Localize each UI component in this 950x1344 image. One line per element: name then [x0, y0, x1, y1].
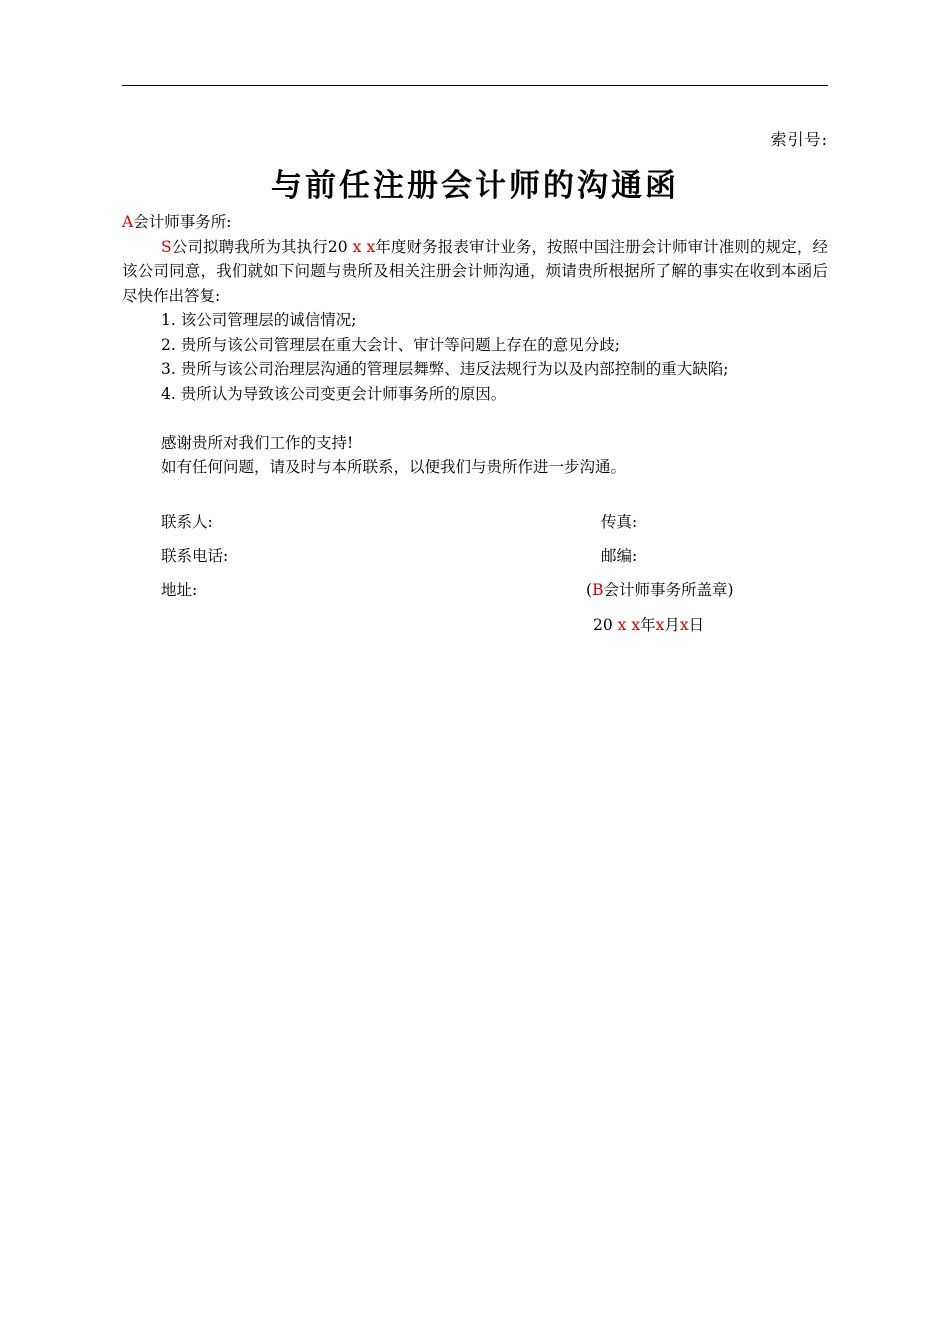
address-label: 地址:: [161, 581, 198, 599]
postcode-label: 邮编:: [601, 547, 638, 565]
date-month-x: x: [655, 616, 665, 634]
list-item: 4. 贵所认为导致该公司变更会计师事务所的原因。: [161, 384, 507, 403]
date-day-char: 日: [688, 616, 705, 634]
date-day-x: x: [679, 616, 689, 634]
letter-date: [593, 613, 704, 635]
index-number-label: 索引号:: [770, 130, 828, 149]
intro-company-letter: S: [161, 237, 172, 256]
seal-note: [586, 578, 734, 600]
seal-open-paren: (: [586, 581, 593, 599]
intro-part2: 年度财务报表审计业务，按照中国注册会计师审计准则的规定，经该公司同意，我们就如下问题与贵所及相关注册会计师沟通，烦请贵所根据所了解的事实在收到本函后尽快作出答复:: [122, 237, 828, 305]
header-rule: [122, 85, 828, 86]
intro-part1: 公司拟聘我所为其执行20: [171, 237, 348, 256]
seal-firm-letter: B: [592, 581, 604, 599]
contact-person-label: 联系人:: [161, 513, 213, 531]
fax-label: 传真:: [601, 513, 638, 531]
date-year-x2: x: [631, 616, 641, 634]
intro-year-x2: x: [366, 237, 376, 256]
intro-year-x1: x: [352, 237, 362, 256]
blank-line: [122, 406, 828, 431]
closing-thanks: 感谢贵所对我们工作的支持!: [161, 433, 354, 452]
date-year-x1: x: [617, 616, 627, 634]
list-item: 2. 贵所与该公司管理层在重大会计、审计等问题上存在的意见分歧;: [161, 335, 620, 354]
date-month-char: 月: [664, 616, 680, 634]
seal-text: 会计师事务所盖章: [603, 581, 728, 599]
salutation-firm-letter: A: [122, 213, 134, 231]
list-item: 1. 该公司管理层的诚信情况;: [161, 311, 357, 329]
seal-close-paren: ): [727, 581, 734, 599]
intro-paragraph: [122, 235, 828, 309]
closing-contact-note: 如有任何问题，请及时与本所联系，以便我们与贵所作进一步沟通。: [161, 458, 627, 476]
date-prefix: 20: [593, 616, 613, 634]
date-year-char: 年: [640, 616, 656, 634]
list-item: 3. 贵所与该公司治理层沟通的管理层舞弊、违反法规行为以及内部控制的重大缺陷;: [161, 360, 729, 378]
salutation: [122, 210, 828, 235]
letter-title: 与前任注册会计师的沟通函: [271, 168, 679, 204]
letter-body: [122, 210, 828, 480]
contact-phone-label: 联系电话:: [161, 547, 229, 565]
salutation-suffix: 会计师事务所:: [133, 213, 232, 231]
